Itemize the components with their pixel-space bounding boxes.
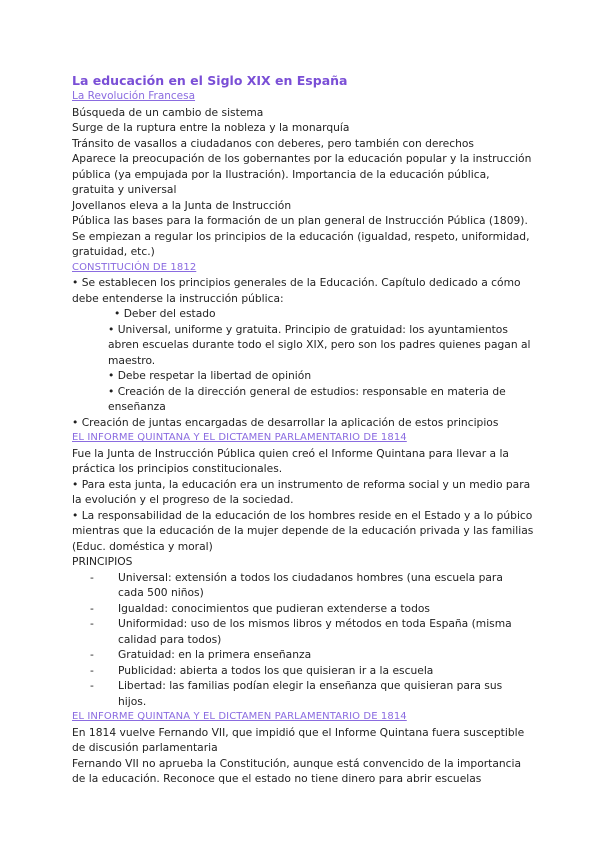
paragraph: Se empiezan a regular los principios de la educación (igualdad, respeto, uniformidad, gratuidad, etc.)	[72, 229, 530, 258]
paragraph: Fernando VII no aprueba la Constitución, aunque está convencido de la importancia de la educación. Reconoce que el estado no tiene dinero para abrir escuelas	[72, 756, 522, 785]
bullet-item: • Debe respetar la libertad de opinión	[108, 369, 312, 382]
bullet-item: • Creación de la dirección general de estudios: responsable en materia de enseñanza	[108, 384, 506, 413]
paragraph: Jovellanos eleva a la Junta de Instrucción	[72, 198, 292, 212]
list-item	[72, 570, 534, 601]
list-item-text: Libertad: las familias podían elegir la enseñanza que quisieran para sus hijos.	[118, 679, 503, 708]
dash-marker: -	[90, 617, 94, 630]
list-item	[72, 678, 534, 709]
paragraph: Pública las bases para la formación de un plan general de Instrucción Pública (1809).	[72, 214, 528, 227]
paragraph: Surge de la ruptura entre la nobleza y la monarquía	[72, 121, 350, 134]
paragraph: Tránsito de vasallos a ciudadanos con deberes, pero también con derechos	[72, 136, 474, 150]
dash-marker: -	[90, 663, 94, 677]
section-link-constitucion-1812[interactable]: CONSTITUCIÓN DE 1812	[72, 261, 197, 273]
paragraph: Fue la Junta de Instrucción Pública quien creó el Informe Quintana para llevar a la práctica los principios constitucionales.	[72, 446, 509, 475]
list-item	[72, 663, 534, 679]
paragraph: • Se establecen los principios generales de la Educación. Capítulo dedicado a cómo debe entenderse la instrucción pública:	[72, 276, 521, 305]
list-item-text: Universal: extensión a todos los ciudadanos hombres (una escuela para cada 500 niños)	[118, 570, 503, 599]
list-item	[72, 601, 534, 617]
paragraph: Aparece la preocupación de los gobernantes por la educación popular y la instrucción pública (ya empujada por la Ilustración). Importancia de la educación pública, gratuita y universal	[72, 152, 532, 196]
principios-heading: PRINCIPIOS	[72, 555, 133, 568]
paragraph: • La responsabilidad de la educación de los hombres reside en el Estado y a lo púbico mientras que la educación de la mujer depende de la educación privada y las familias (Educ. doméstica y moral)	[72, 508, 534, 553]
paragraph: • Para esta junta, la educación era un instrumento de reforma social y un medio para la evolución y el progreso de la sociedad.	[72, 477, 531, 506]
section-link-informe-quintana-2[interactable]: EL INFORME QUINTANA Y EL DICTAMEN PARLAMENTARIO DE 1814	[72, 711, 407, 722]
list-item-text: Uniformidad: uso de los mismos libros y métodos en toda España (misma calidad para todos)	[118, 617, 512, 646]
list-item-text: Igualdad: conocimientos que pudieran extenderse a todos	[118, 601, 430, 615]
list-item	[72, 647, 534, 663]
dash-marker: -	[90, 679, 94, 692]
paragraph: En 1814 vuelve Fernando VII, que impidió que el Informe Quintana fuera susceptible de discusión parlamentaria	[72, 725, 525, 754]
bullet-item: • Deber del estado	[114, 307, 216, 320]
paragraph: Búsqueda de un cambio de sistema	[72, 105, 264, 119]
section-link-revolucion-francesa[interactable]: La Revolución Francesa	[72, 90, 196, 102]
dash-marker: -	[90, 648, 94, 661]
document-body	[72, 72, 534, 787]
list-item-text: Publicidad: abierta a todos los que quisieran ir a la escuela	[118, 663, 434, 677]
document-title: La educación en el Siglo XIX en España	[72, 73, 348, 88]
dash-marker: -	[90, 570, 94, 584]
list-item	[72, 616, 534, 647]
list-item-text: Gratuidad: en la primera enseñanza	[118, 648, 312, 661]
bullet-item: • Creación de juntas encargadas de desarrollar la aplicación de estos principios	[72, 415, 499, 429]
section-link-informe-quintana[interactable]: EL INFORME QUINTANA Y EL DICTAMEN PARLAMENTARIO DE 1814	[72, 432, 407, 443]
dash-marker: -	[90, 601, 94, 615]
bullet-item: • Universal, uniforme y gratuita. Principio de gratuidad: los ayuntamientos abren escuelas durante todo el siglo XIX, pero son los padres quienes pagan al maestro.	[108, 322, 531, 367]
